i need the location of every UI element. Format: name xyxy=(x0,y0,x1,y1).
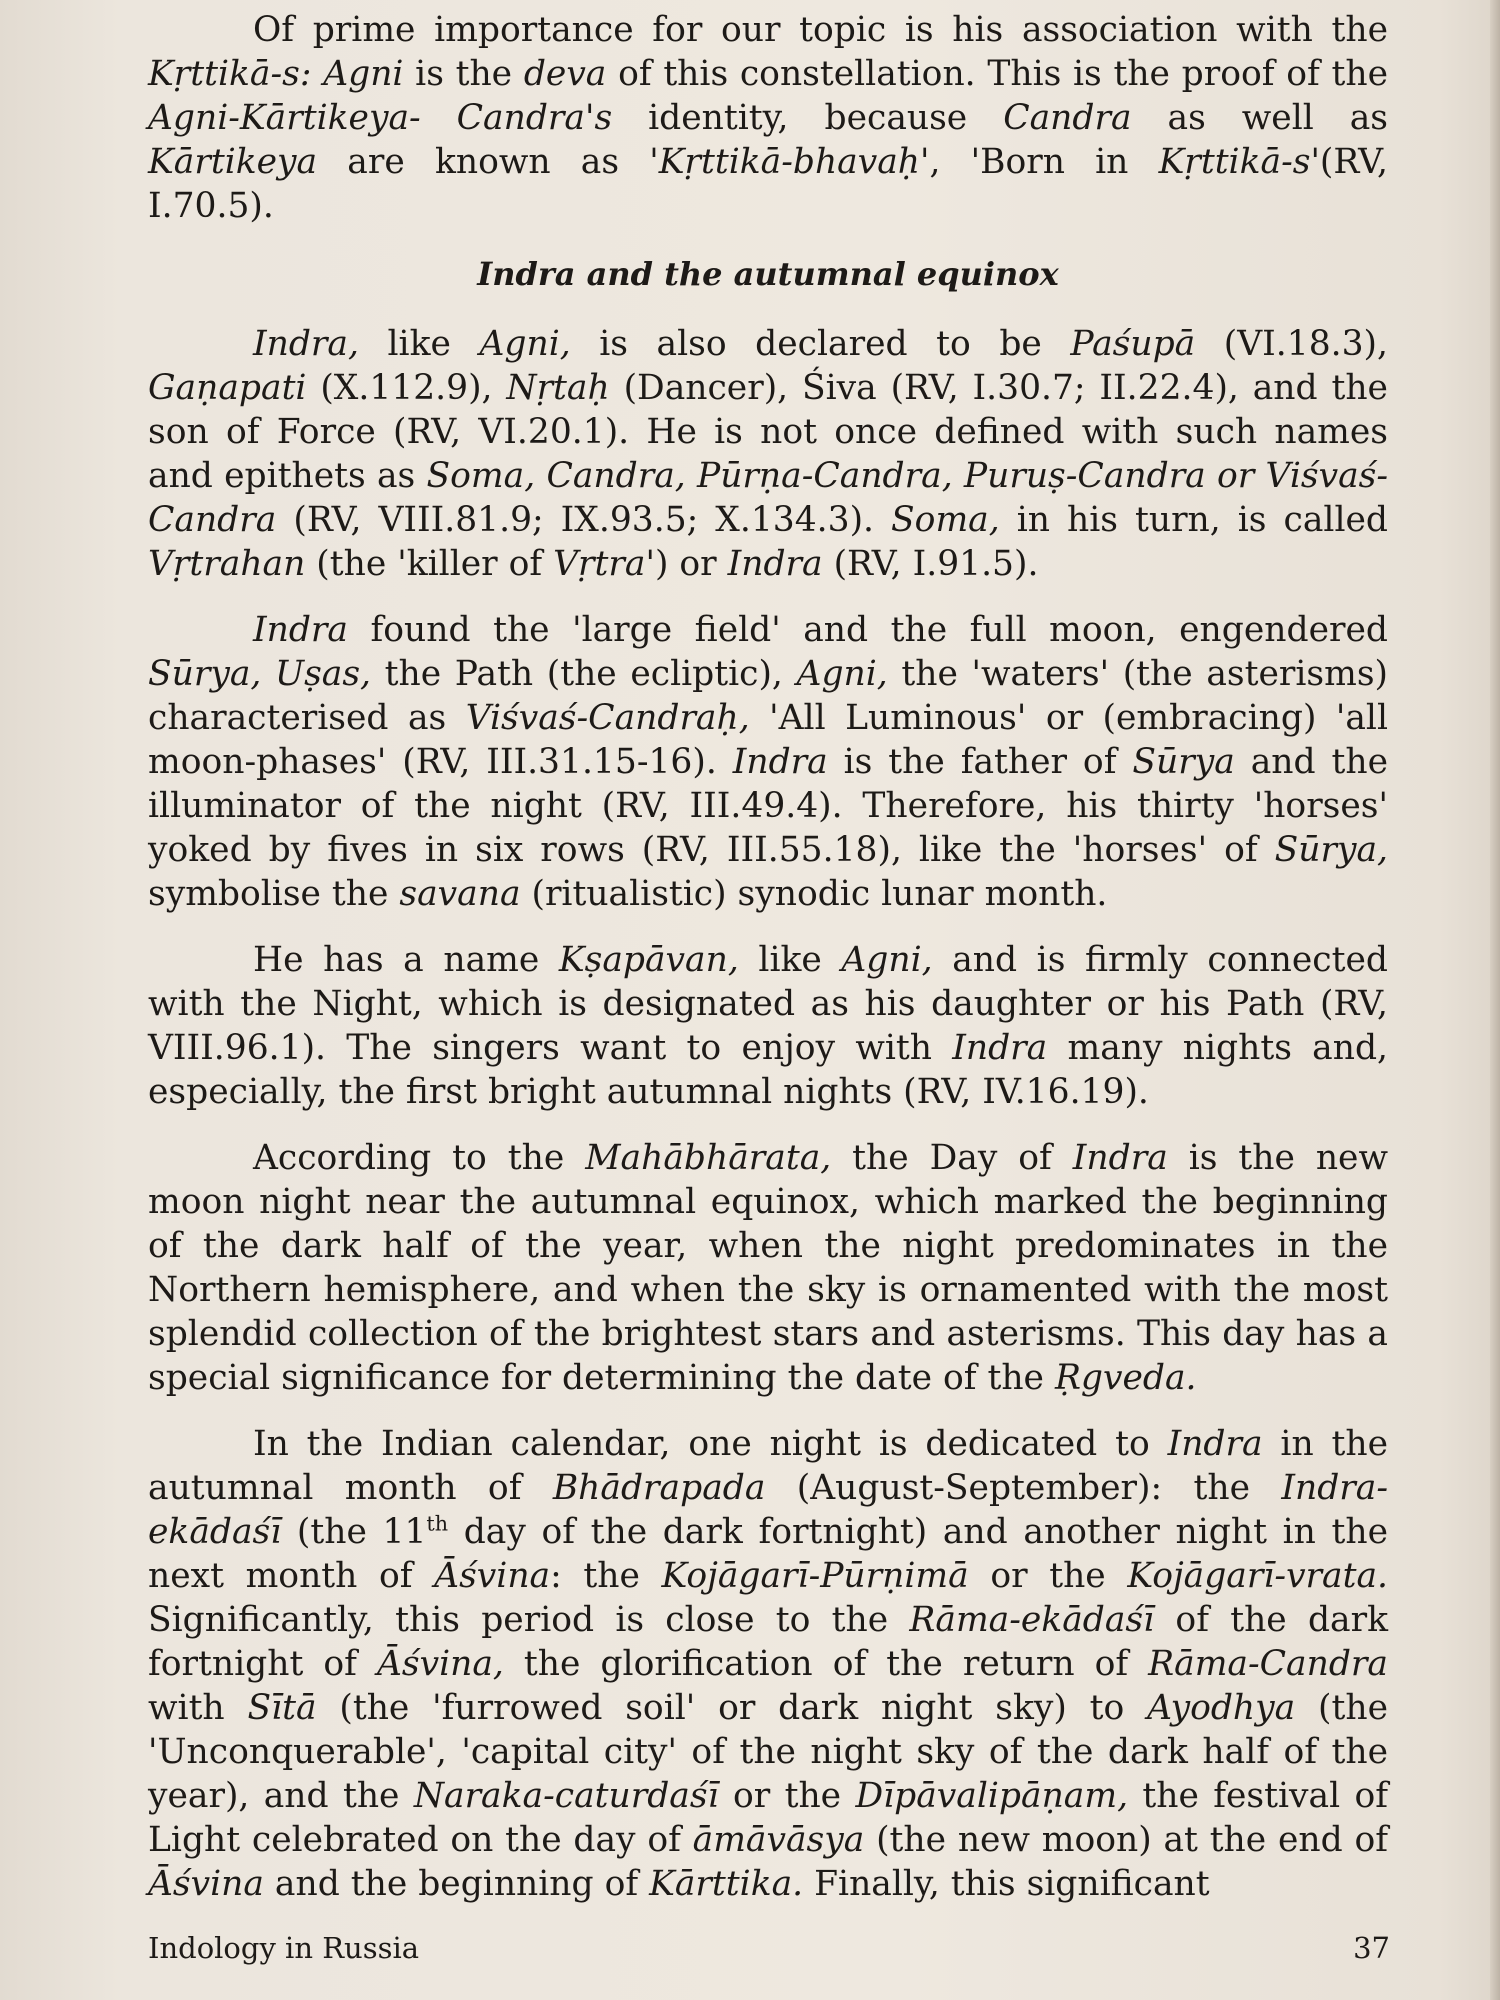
body-text xyxy=(148,8,1388,1928)
running-footer-title: Indology in Russia xyxy=(148,1931,420,1965)
paragraph-6: In the Indian calendar, one night is dedicated to Indra in the autumnal month of Bhādrapada (August-September): the Indra-ekādaśī (the 11th day of the dark fortnight) and another night in the next month of Āśvina: the Kojāgarī-Pūrṇimā or the Kojāgarī-vrata. Significantly, this period is close to the Rāma-ekādaśī of the dark fortnight of Āśvina, the glorification of the return of Rāma-Candra with Sītā (the 'furrowed soil' or dark night sky) to Ayodhya (the 'Unconquerable', 'capital city' of the night sky of the dark half of the year), and the Naraka-caturdaśī or the Dīpāvalipāṇam, the festival of Light celebrated on the day of āmāvāsya (the new moon) at the end of Āśvina and the beginning of Kārttika. Finally, this significant xyxy=(148,1424,1389,1904)
paragraph-1: Of prime importance for our topic is his association with the Kṛttikā-s: Agni is the deva of this constellation. This is the proof of the Agni-Kārtikeya- Candra's identity, because Candra as well as Kārtikeya are known as 'Kṛttikā-bhavaḥ', 'Born in Kṛttikā-s'(RV, I.70.5). xyxy=(148,10,1389,226)
paragraph-3: Indra found the 'large field' and the full moon, engendered Sūrya, Uṣas, the Path (the ecliptic), Agni, the 'waters' (the asterisms) characterised as Viśvaś-Candraḥ, 'All Luminous' or (embracing) 'all moon-phases' (RV, III.31.15-16). Indra is the father of Sūrya and the illuminator of the night (RV, III.49.4). Therefore, his thirty 'horses' yoked by fives in six rows (RV, III.55.18), like the 'horses' of Sūrya, symbolise the savana (ritualistic) synodic lunar month. xyxy=(148,610,1388,914)
page-number: 37 xyxy=(1353,1931,1390,1965)
paragraph-2: Indra, like Agni, is also declared to be Paśupā (VI.18.3), Gaṇapati (X.112.9), Nṛtaḥ (Dancer), Śiva (RV, I.30.7; II.22.4), and the son of Force (RV, VI.20.1). He is not once defined with such names and epithets as Soma, Candra, Pūrṇa-Candra, Puruṣ-Candra or Viśvaś- Candra (RV, VIII.81.9; IX.93.5; X.134.3). Soma, in his turn, is called Vṛtrahan (the 'killer of Vṛtra') or Indra (RV, I.91.5). xyxy=(148,324,1388,584)
page-edge-shadow xyxy=(1490,0,1500,2000)
section-heading: Indra and the autumnal equinox xyxy=(477,255,1059,293)
paragraph-5: According to the Mahābhārata, the Day of Indra is the new moon night near the autumnal equinox, which marked the beginning of the dark half of the year, when the night predominates in the Northern hemisphere, and when the sky is ornamented with the most splendid collection of the brightest stars and asterisms. This day has a special significance for determining the date of the Ṛgveda. xyxy=(148,1138,1388,1398)
paragraph-4: He has a name Kṣapāvan, like Agni, and is firmly connected with the Night, which is designated as his daughter or his Path (RV, VIII.96.1). The singers want to enjoy with Indra many nights and, especially, the first bright autumnal nights (RV, IV.16.19). xyxy=(148,940,1389,1112)
